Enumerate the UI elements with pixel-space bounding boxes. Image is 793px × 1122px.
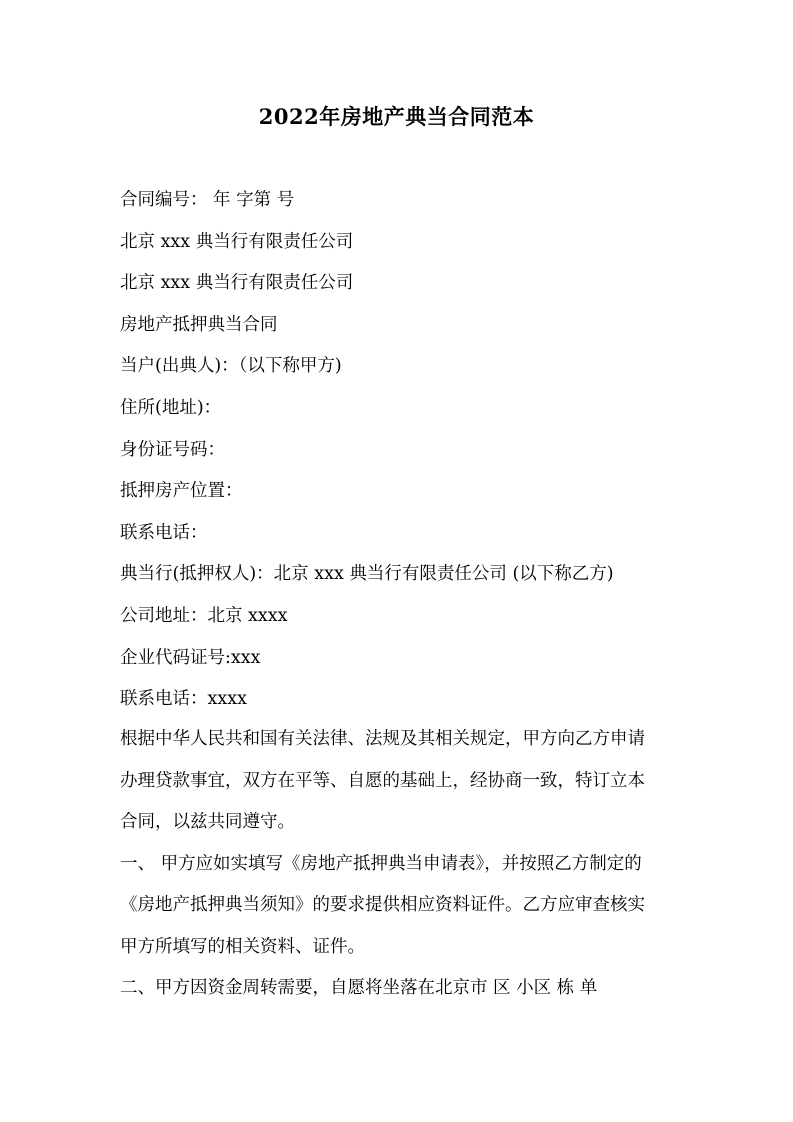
- company-name-line-1: 北京 xxx 典当行有限责任公司: [120, 232, 354, 252]
- clause-one-line: 《房地产抵押典当须知》的要求提供相应资料证件。乙方应审查核实: [120, 895, 645, 915]
- clause-one-line: 一、 甲方应如实填写《房地产抵押典当申请表》，并按照乙方制定的: [120, 853, 642, 874]
- clause-one-line: 甲方所填写的相关资料、证件。: [120, 936, 365, 957]
- property-location-line: 抵押房产位置：: [120, 481, 243, 501]
- company-phone-line: 联系电话：xxxx: [120, 689, 247, 709]
- document-title: 2022年房地产典当合同范本: [258, 104, 535, 129]
- address-line: 住所(地址)：: [120, 398, 222, 418]
- pawner-line: 当户(出典人)：（以下称甲方): [120, 356, 342, 376]
- contract-number-line: 合同编号： 年 字第 号: [120, 190, 295, 210]
- enterprise-code-line: 企业代码证号:xxx: [120, 648, 261, 668]
- pawnshop-line: 典当行(抵押权人)：北京 xxx 典当行有限责任公司 (以下称乙方): [120, 564, 614, 584]
- company-address-line: 公司地址：北京 xxxx: [120, 606, 288, 626]
- clause-two-line: 二、甲方因资金周转需要，自愿将坐落在北京市 区 小区 栋 单: [120, 978, 598, 998]
- body-line: 合同，以兹共同遵守。: [120, 812, 295, 832]
- contact-phone-line: 联系电话：: [120, 523, 208, 543]
- contract-body: [120, 719, 676, 1010]
- body-line: 办理贷款事宜，双方在平等、自愿的基础上，经协商一致，特订立本: [120, 770, 645, 791]
- body-line: 根据中华人民共和国有关法律、法规及其相关规定，甲方向乙方申请: [120, 729, 645, 749]
- contract-type-line: 房地产抵押典当合同: [120, 315, 278, 335]
- id-number-line: 身份证号码：: [120, 440, 225, 460]
- company-name-line-2: 北京 xxx 典当行有限责任公司: [120, 273, 354, 293]
